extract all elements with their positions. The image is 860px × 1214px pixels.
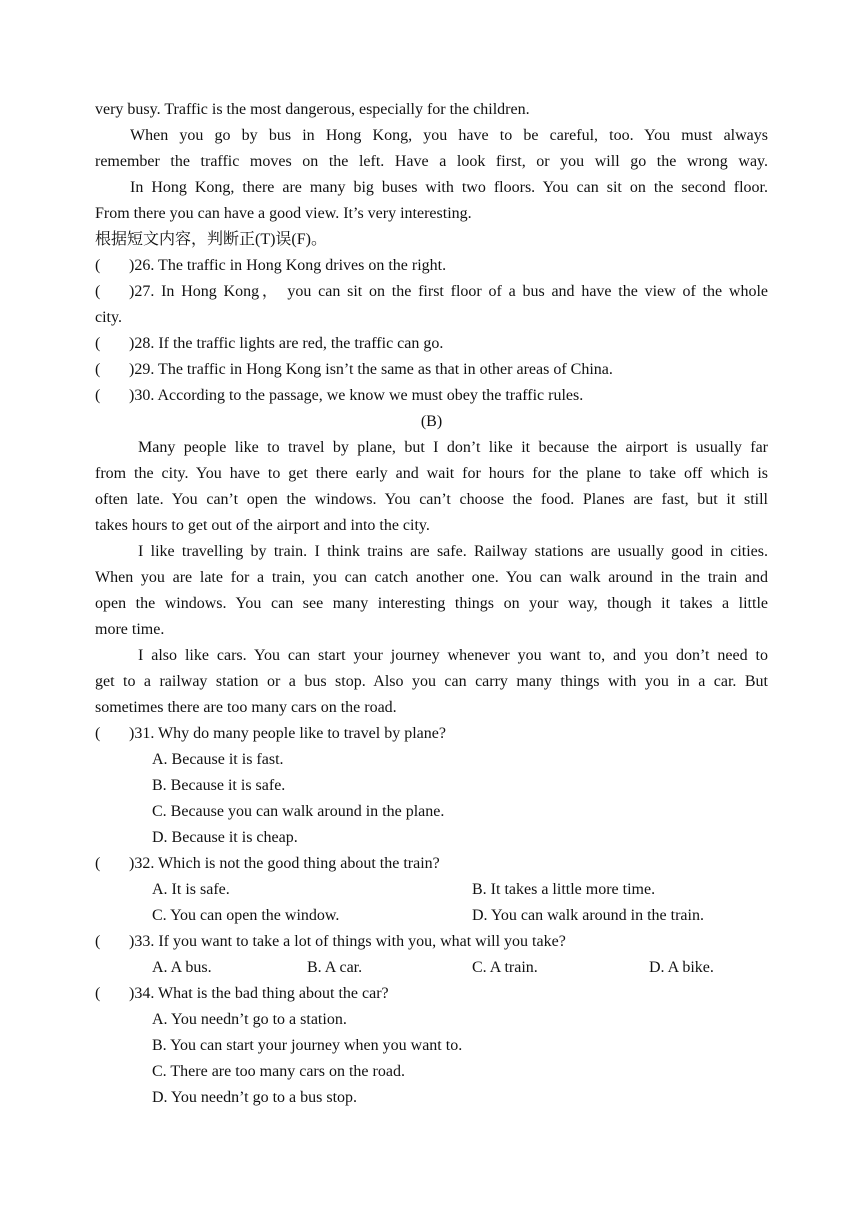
question-33 [95,929,768,955]
question-text: )31. Why do many people like to travel by plane? [129,725,446,742]
option-b: B. It takes a little more time. [472,881,656,898]
option-d: D. Because it is cheap. [152,829,298,846]
question-text: )28. If the traffic lights are red, the traffic can go. [129,335,444,352]
option-a: A. A bus. [152,959,212,976]
answer-blank[interactable]: ( [95,855,101,872]
question-31 [95,721,768,747]
option-c: C. A train. [472,959,538,976]
option-a: A. It is safe. [152,881,230,898]
question-27 [95,279,768,305]
answer-blank[interactable]: ( [95,933,101,950]
question-text: )33. If you want to take a lot of things with you, what will you take? [129,933,566,950]
question-28 [95,331,768,357]
options-row [95,877,768,903]
answer-blank[interactable]: ( [95,361,101,378]
answer-blank[interactable]: ( [95,283,101,300]
option-d: D. You needn’t go to a bus stop. [152,1089,358,1106]
option-c: C. You can open the window. [152,907,340,924]
passage-b-line: often late. You can’t open the windows. You can’t choose the food. Planes are fast, but it still [95,491,768,508]
passage-a-line: When you go by bus in Hong Kong, you have to be careful, too. You must always [130,127,768,144]
question-27-continued: city. [95,309,122,326]
passage-a-line: In Hong Kong, there are many big buses with two floors. You can sit on the second floor. [130,179,768,196]
question-30 [95,383,768,409]
answer-blank[interactable]: ( [95,387,101,404]
option-a: A. You needn’t go to a station. [152,1011,347,1028]
question-text: )29. The traffic in Hong Kong isn’t the same as that in other areas of China. [129,361,613,378]
passage-b-line: from the city. You have to get there early and wait for hours for the plane to take off which is [95,465,768,482]
passage-b-line: Many people like to travel by plane, but I don’t like it because the airport is usually far [138,439,768,456]
answer-blank[interactable]: ( [95,725,101,742]
option-d: D. A bike. [649,959,714,976]
section-b-heading: (B) [420,413,443,430]
question-text: )30. According to the passage, we know we must obey the traffic rules. [129,387,584,404]
option-b: B. Because it is safe. [152,777,286,794]
question-text: )26. The traffic in Hong Kong drives on the right. [129,257,447,274]
passage-b-line: open the windows. You can see many interesting things on your way, though it takes a little [95,595,768,612]
passage-a-line: From there you can have a good view. It’s very interesting. [95,205,472,222]
instruction-tf: 根据短文内容，判断正(T)误(F)。 [95,231,327,248]
option-b: B. A car. [307,959,363,976]
passage-b-line: sometimes there are too many cars on the road. [95,699,397,716]
document-content [95,97,768,1111]
passage-a-line: very busy. Traffic is the most dangerous, especially for the children. [95,101,530,118]
options-row [95,955,768,981]
option-c: C. Because you can walk around in the plane. [152,803,445,820]
question-26 [95,253,768,279]
answer-blank[interactable]: ( [95,257,101,274]
passage-b-line: takes hours to get out of the airport and into the city. [95,517,430,534]
option-c: C. There are too many cars on the road. [152,1063,405,1080]
passage-b-line: more time. [95,621,165,638]
passage-b-line: get to a railway station or a bus stop. Also you can carry many things with you in a car. But [95,673,768,690]
passage-b-line: When you are late for a train, you can catch another one. You can walk around in the train and [95,569,768,586]
question-32 [95,851,768,877]
option-d: D. You can walk around in the train. [472,907,704,924]
passage-b-line: I like travelling by train. I think trains are safe. Railway stations are usually good in cities. [138,543,768,560]
option-b: B. You can start your journey when you want to. [152,1037,463,1054]
passage-b-line: I also like cars. You can start your journey whenever you want to, and you don’t need to [138,647,768,664]
answer-blank[interactable]: ( [95,335,101,352]
passage-a-line: remember the traffic moves on the left. Have a look first, or you will go the wrong way. [95,153,768,170]
answer-blank[interactable]: ( [95,985,101,1002]
options-row [95,903,768,929]
question-text: )34. What is the bad thing about the car? [129,985,389,1002]
question-text: )27. In Hong Kong， you can sit on the first floor of a bus and have the view of the whole [129,283,768,300]
option-a: A. Because it is fast. [152,751,284,768]
question-34 [95,981,768,1007]
question-29 [95,357,768,383]
question-text: )32. Which is not the good thing about the train? [129,855,440,872]
